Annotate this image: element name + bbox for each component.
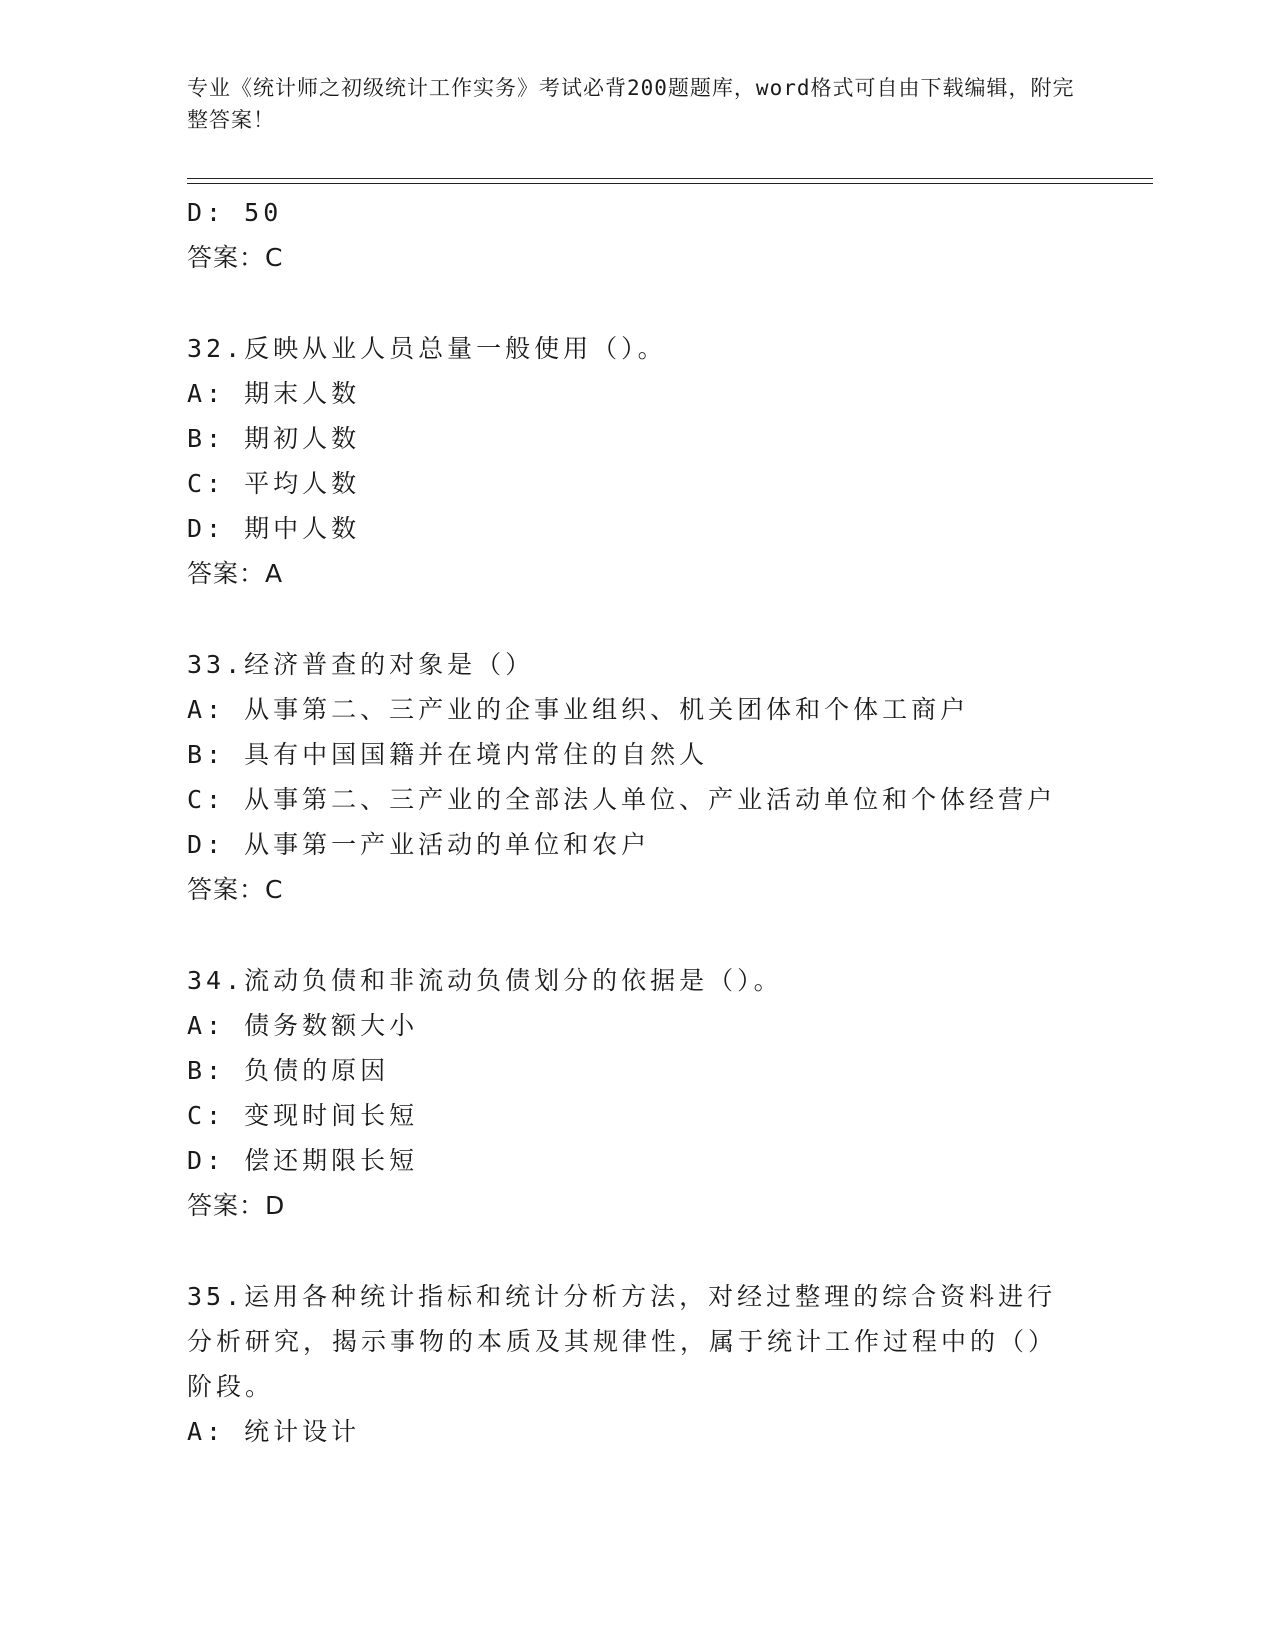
option-a: A: 从事第二、三产业的企事业组织、机关团体和个体工商户	[187, 695, 970, 724]
question-stem: 35.运用各种统计指标和统计分析方法，对经过整理的综合资料进行分析研究，揭示事物的本质及其规律性，属于统计工作过程中的（）阶段。	[187, 1282, 1058, 1401]
answer: 答案：D	[187, 1191, 286, 1220]
question-33	[187, 642, 1087, 912]
option-a: A: 统计设计	[187, 1417, 361, 1446]
question-stem: 32.反映从业人员总量一般使用（）。	[187, 334, 667, 363]
header-rule-top	[187, 178, 1153, 179]
answer: 答案：A	[187, 559, 284, 588]
question-stem: 33.经济普查的对象是（）	[187, 650, 535, 679]
option-c: C: 变现时间长短	[187, 1101, 419, 1130]
option-b: B: 期初人数	[187, 424, 361, 453]
option-b: B: 具有中国国籍并在境内常住的自然人	[187, 740, 709, 769]
document-body	[187, 190, 1087, 1454]
prev-option-d: D: 50	[187, 198, 283, 227]
question-35	[187, 1274, 1087, 1454]
question-32	[187, 326, 1087, 596]
prev-answer: 答案：C	[187, 243, 284, 272]
answer: 答案：C	[187, 875, 284, 904]
option-d: D: 偿还期限长短	[187, 1146, 419, 1175]
question-stem: 34.流动负债和非流动负债划分的依据是（）。	[187, 966, 783, 995]
option-c: C: 从事第二、三产业的全部法人单位、产业活动单位和个体经营户	[187, 785, 1057, 814]
option-d: D: 期中人数	[187, 514, 361, 543]
option-d: D: 从事第一产业活动的单位和农户	[187, 830, 651, 859]
option-a: A: 期末人数	[187, 379, 361, 408]
header-rule-bottom	[187, 183, 1153, 184]
option-c: C: 平均人数	[187, 469, 361, 498]
option-b: B: 负债的原因	[187, 1056, 390, 1085]
question-34	[187, 958, 1087, 1228]
document-header: 专业《统计师之初级统计工作实务》考试必背200题题库，word格式可自由下载编辑，附完整答案！	[187, 76, 1075, 132]
option-a: A: 债务数额大小	[187, 1011, 419, 1040]
